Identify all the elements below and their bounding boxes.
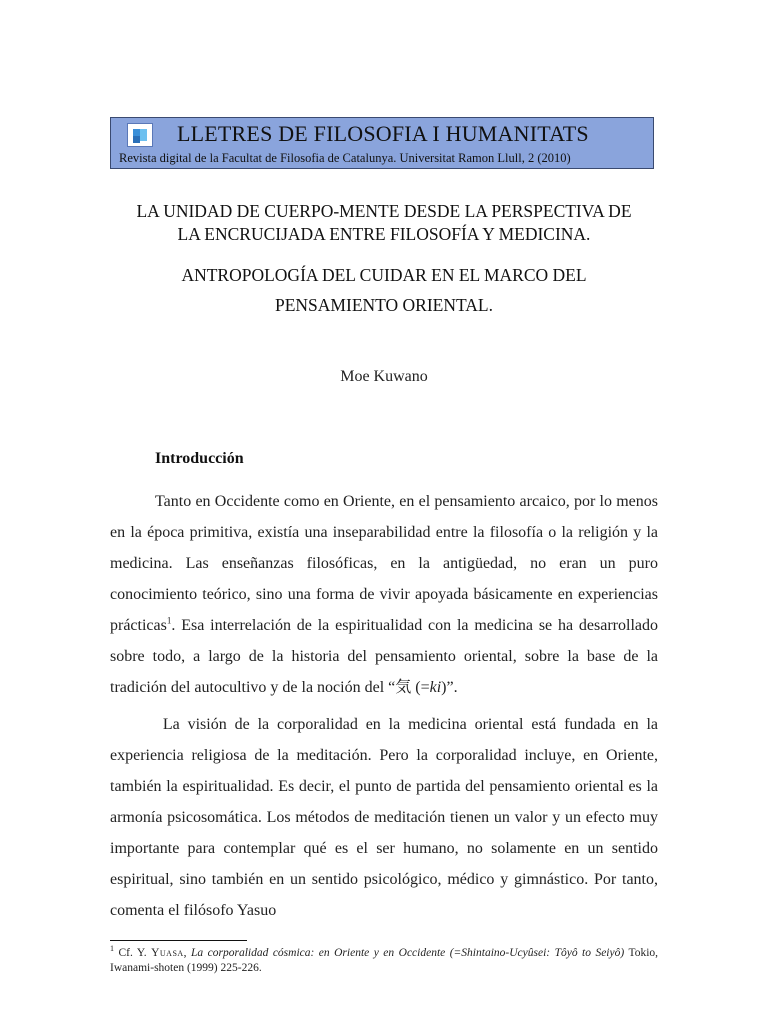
paragraph-1	[110, 486, 658, 703]
article-title-line-1: LA UNIDAD DE CUERPO-MENTE DESDE LA PERSPECTIVA DE	[136, 201, 632, 221]
article-title-line-2: LA ENCRUCIJADA ENTRE FILOSOFÍA Y MEDICINA.	[177, 224, 591, 244]
ki-term: ki	[429, 679, 442, 696]
footnote-publication: Tokio, Iwanami-shoten (1999) 225-226.	[110, 947, 659, 974]
paragraph-1-closing: )”.	[441, 679, 458, 696]
footnote-divider	[110, 940, 247, 941]
section-heading: Introducción	[155, 450, 244, 467]
article-title-line-3: ANTROPOLOGÍA DEL CUIDAR EN EL MARCO DEL	[181, 265, 587, 285]
paragraph-1-text-b: . Esa interrelación de la espiritualidad con la medicina se ha desarrollado sobre todo, a largo de la historia del pensamiento oriental, sobre la base de la tradición del autocultivo y de la noción del “気 (=	[110, 617, 658, 696]
footnote-separator: ,	[183, 947, 192, 959]
footnote-1	[110, 946, 658, 976]
article-title-line-4: PENSAMIENTO ORIENTAL.	[275, 295, 493, 315]
paragraph-2	[110, 709, 658, 926]
footnote-cf: Cf. Y.	[114, 947, 152, 959]
paragraph-2-text: La visión de la corporalidad en la medicina oriental está fundada en la experiencia religiosa de la meditación. Pero la corporalidad incluye, en Oriente, también la espiritualidad. Es decir, el punto de partida del pensamiento oriental es la armonía psicosomática. Los métodos de meditación tienen un valor y un efecto muy importante para contemplar qué es el ser humano, no solamente en un sentido espiritual, sino también en un sentido psicológico, médico y gimnástico. Por tanto, comenta el filósofo Yasuo	[110, 716, 658, 919]
journal-logo-icon	[127, 123, 153, 147]
paragraph-1-text-a: Tanto en Occidente como en Oriente, en el pensamiento arcaico, por lo menos en la época primitiva, existía una inseparabilidad entre la filosofía o la religión y la medicina. Las enseñanzas filosóficas, en la antigüedad, no eran un puro conocimiento teórico, sino una forma de vivir apoyada básicamente en experiencias prácticas	[110, 493, 658, 634]
footnote-number: 1	[110, 944, 114, 954]
footnote-reference[interactable]: 1	[166, 615, 172, 626]
journal-title: LLETRES DE FILOSOFIA I HUMANITATS	[177, 121, 589, 146]
journal-subtitle: Revista digital de la Facultat de Filosofia de Catalunya. Universitat Ramon Llull, 2 (2010)	[119, 151, 571, 165]
article-title	[90, 200, 678, 320]
footnote-book-title: La corporalidad cósmica: en Oriente y en Occidente (=Shintaino-Ucyûsei: Tôyô to Seiyô)	[191, 947, 625, 959]
author-name: Moe Kuwano	[340, 368, 428, 385]
footnote-author: Yuasa	[151, 947, 184, 959]
journal-header-banner	[110, 117, 654, 169]
